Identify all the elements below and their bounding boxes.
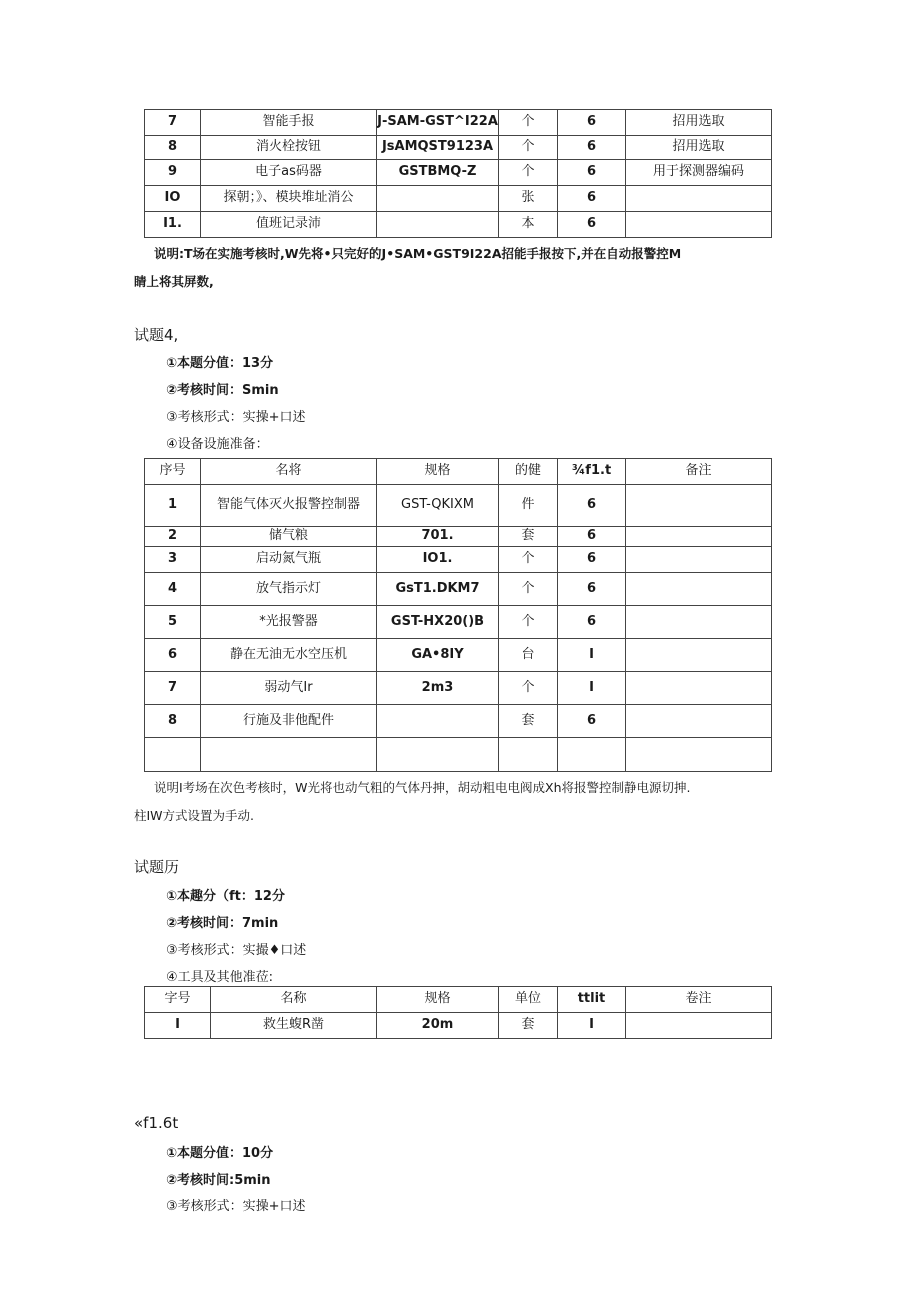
cell-name: 探朝；》、模块堆址消公 xyxy=(201,186,377,212)
header-cell: 规格 xyxy=(377,459,499,485)
cell-qty: 6 xyxy=(558,606,626,639)
cell-spec: GsT1.DKM7 xyxy=(377,573,499,606)
header-cell: 备注 xyxy=(626,459,772,485)
cell-qty: 6 xyxy=(558,485,626,527)
cell-qty: 6 xyxy=(558,186,626,212)
cell-no: IO xyxy=(145,186,201,212)
header-cell: ¾f1.t xyxy=(558,459,626,485)
cell-name: 值班记录沛 xyxy=(201,212,377,238)
equipment-table-4 xyxy=(144,458,772,772)
table-row xyxy=(145,160,772,186)
cell-name: 弱动气Ir xyxy=(201,672,377,705)
section-item: ①本趣分（ft：12分 xyxy=(166,889,285,904)
cell-qty: I xyxy=(558,639,626,672)
section-item: ①本题分值：10分 xyxy=(166,1146,274,1161)
cell-name: 启动氮气瓶 xyxy=(201,547,377,573)
table-row xyxy=(145,110,772,136)
cell-note xyxy=(626,672,772,705)
cell-unit: 台 xyxy=(499,639,558,672)
section-item: ②考核时间:5min xyxy=(166,1173,271,1188)
cell-no: I1. xyxy=(145,212,201,238)
cell-no: 8 xyxy=(145,705,201,738)
header-cell: 名将 xyxy=(201,459,377,485)
cell-note: 用于探测器编码 xyxy=(626,160,772,186)
cell-unit: 套 xyxy=(499,1013,558,1039)
cell-unit: 个 xyxy=(499,160,558,186)
cell-name: 智能手报 xyxy=(201,110,377,136)
header-cell: 名称 xyxy=(211,987,377,1013)
cell-qty: 6 xyxy=(558,136,626,160)
table-row-empty xyxy=(145,738,772,772)
header-cell: ttlit xyxy=(558,987,626,1013)
cell-note: 招用选取 xyxy=(626,110,772,136)
section-title: 试题4, xyxy=(134,326,179,344)
cell-note xyxy=(626,527,772,547)
cell-no: I xyxy=(145,1013,211,1039)
cell-no xyxy=(145,738,201,772)
table-row xyxy=(145,705,772,738)
cell-spec: 20m xyxy=(377,1013,499,1039)
cell-unit: 个 xyxy=(499,136,558,160)
cell-qty: 6 xyxy=(558,547,626,573)
table-row xyxy=(145,136,772,160)
table-row xyxy=(145,485,772,527)
cell-note xyxy=(626,738,772,772)
cell-no: 8 xyxy=(145,136,201,160)
table-row xyxy=(145,212,772,238)
table-row xyxy=(145,672,772,705)
table-row xyxy=(145,186,772,212)
section-item: ③考核形式：实操+口述 xyxy=(166,1199,306,1214)
cell-unit: 件 xyxy=(499,485,558,527)
note-line: 说明I考场在次色考核时，W光将也动气粗的气体丹抻，胡动粗电电阀成Xh将报警控制静电源切抻. xyxy=(154,780,691,795)
note-line: 睛上将其屏数, xyxy=(134,274,214,289)
cell-note xyxy=(626,1013,772,1039)
cell-no: 7 xyxy=(145,110,201,136)
header-cell: 卷注 xyxy=(626,987,772,1013)
cell-spec: IO1. xyxy=(377,547,499,573)
cell-spec xyxy=(377,738,499,772)
cell-spec: GSTBMQ-Z xyxy=(377,160,499,186)
cell-note xyxy=(626,186,772,212)
cell-note xyxy=(626,705,772,738)
cell-name: 储气粮 xyxy=(201,527,377,547)
table-header xyxy=(145,459,772,485)
cell-qty: I xyxy=(558,1013,626,1039)
cell-note xyxy=(626,212,772,238)
cell-spec xyxy=(377,705,499,738)
cell-name: *光报警器 xyxy=(201,606,377,639)
cell-spec: JsAMQST9123A xyxy=(377,136,499,160)
cell-no: 4 xyxy=(145,573,201,606)
cell-spec xyxy=(377,212,499,238)
note-line: 说明:T场在实施考核时,W先将•只完好的J•SAM•GST9I22A招能手报按下,并在自动报警控M xyxy=(154,246,682,261)
cell-spec: 2m3 xyxy=(377,672,499,705)
cell-qty: 6 xyxy=(558,573,626,606)
cell-no: 1 xyxy=(145,485,201,527)
cell-note xyxy=(626,547,772,573)
section-item: ③考核形式：实撮♦口述 xyxy=(166,943,307,958)
cell-name: 消火栓按钮 xyxy=(201,136,377,160)
tools-table-5 xyxy=(144,986,772,1039)
cell-spec: GA•8IY xyxy=(377,639,499,672)
section-title: 试题历 xyxy=(134,858,180,876)
cell-unit: 个 xyxy=(499,606,558,639)
cell-note xyxy=(626,573,772,606)
cell-unit: 个 xyxy=(499,573,558,606)
section-item: ④工具及其他准莅: xyxy=(166,970,274,985)
header-cell: 的健 xyxy=(499,459,558,485)
cell-name: 放气指示灯 xyxy=(201,573,377,606)
cell-qty: 6 xyxy=(558,212,626,238)
cell-qty xyxy=(558,738,626,772)
equipment-table-3 xyxy=(144,109,772,238)
cell-no: 9 xyxy=(145,160,201,186)
cell-no: 5 xyxy=(145,606,201,639)
table-row xyxy=(145,1013,772,1039)
section-item: ④设备设施准备： xyxy=(166,437,269,452)
table-row xyxy=(145,527,772,547)
table-row xyxy=(145,606,772,639)
cell-spec: J-SAM-GST^I22A xyxy=(377,110,499,136)
header-cell: 序号 xyxy=(145,459,201,485)
cell-qty: 6 xyxy=(558,110,626,136)
cell-unit xyxy=(499,738,558,772)
cell-qty: I xyxy=(558,672,626,705)
cell-note xyxy=(626,639,772,672)
cell-unit: 套 xyxy=(499,527,558,547)
table-row xyxy=(145,573,772,606)
cell-spec: GST-QKIXM xyxy=(377,485,499,527)
cell-unit: 套 xyxy=(499,705,558,738)
cell-unit: 个 xyxy=(499,110,558,136)
cell-spec xyxy=(377,186,499,212)
cell-note: 招用选取 xyxy=(626,136,772,160)
cell-unit: 张 xyxy=(499,186,558,212)
cell-note xyxy=(626,606,772,639)
section-title: «f1.6t xyxy=(134,1114,179,1132)
cell-name: 智能气体灭火报警控制器 xyxy=(201,485,377,527)
section-item: ②考核时间：7min xyxy=(166,916,279,931)
cell-unit: 个 xyxy=(499,547,558,573)
header-cell: 字号 xyxy=(145,987,211,1013)
section-item: ①本题分值：13分 xyxy=(166,356,274,371)
cell-name: 救生蝮R凿 xyxy=(211,1013,377,1039)
table-row xyxy=(145,547,772,573)
table-row xyxy=(145,639,772,672)
cell-name xyxy=(201,738,377,772)
cell-unit: 本 xyxy=(499,212,558,238)
cell-name: 静在无油无水空压机 xyxy=(201,639,377,672)
cell-no: 2 xyxy=(145,527,201,547)
cell-qty: 6 xyxy=(558,527,626,547)
header-cell: 单位 xyxy=(499,987,558,1013)
cell-unit: 个 xyxy=(499,672,558,705)
table-header xyxy=(145,987,772,1013)
cell-no: 3 xyxy=(145,547,201,573)
section-item: ②考核时间：Smin xyxy=(166,383,279,398)
cell-note xyxy=(626,485,772,527)
note-line: 柱IW方式设置为手动. xyxy=(134,808,255,823)
cell-name: 行施及非他配件 xyxy=(201,705,377,738)
cell-qty: 6 xyxy=(558,160,626,186)
header-cell: 规格 xyxy=(377,987,499,1013)
cell-qty: 6 xyxy=(558,705,626,738)
cell-spec: 701. xyxy=(377,527,499,547)
section-item: ③考核形式：实操+口述 xyxy=(166,410,306,425)
cell-spec: GST-HX20()B xyxy=(377,606,499,639)
cell-no: 7 xyxy=(145,672,201,705)
cell-no: 6 xyxy=(145,639,201,672)
cell-name: 电子as码器 xyxy=(201,160,377,186)
